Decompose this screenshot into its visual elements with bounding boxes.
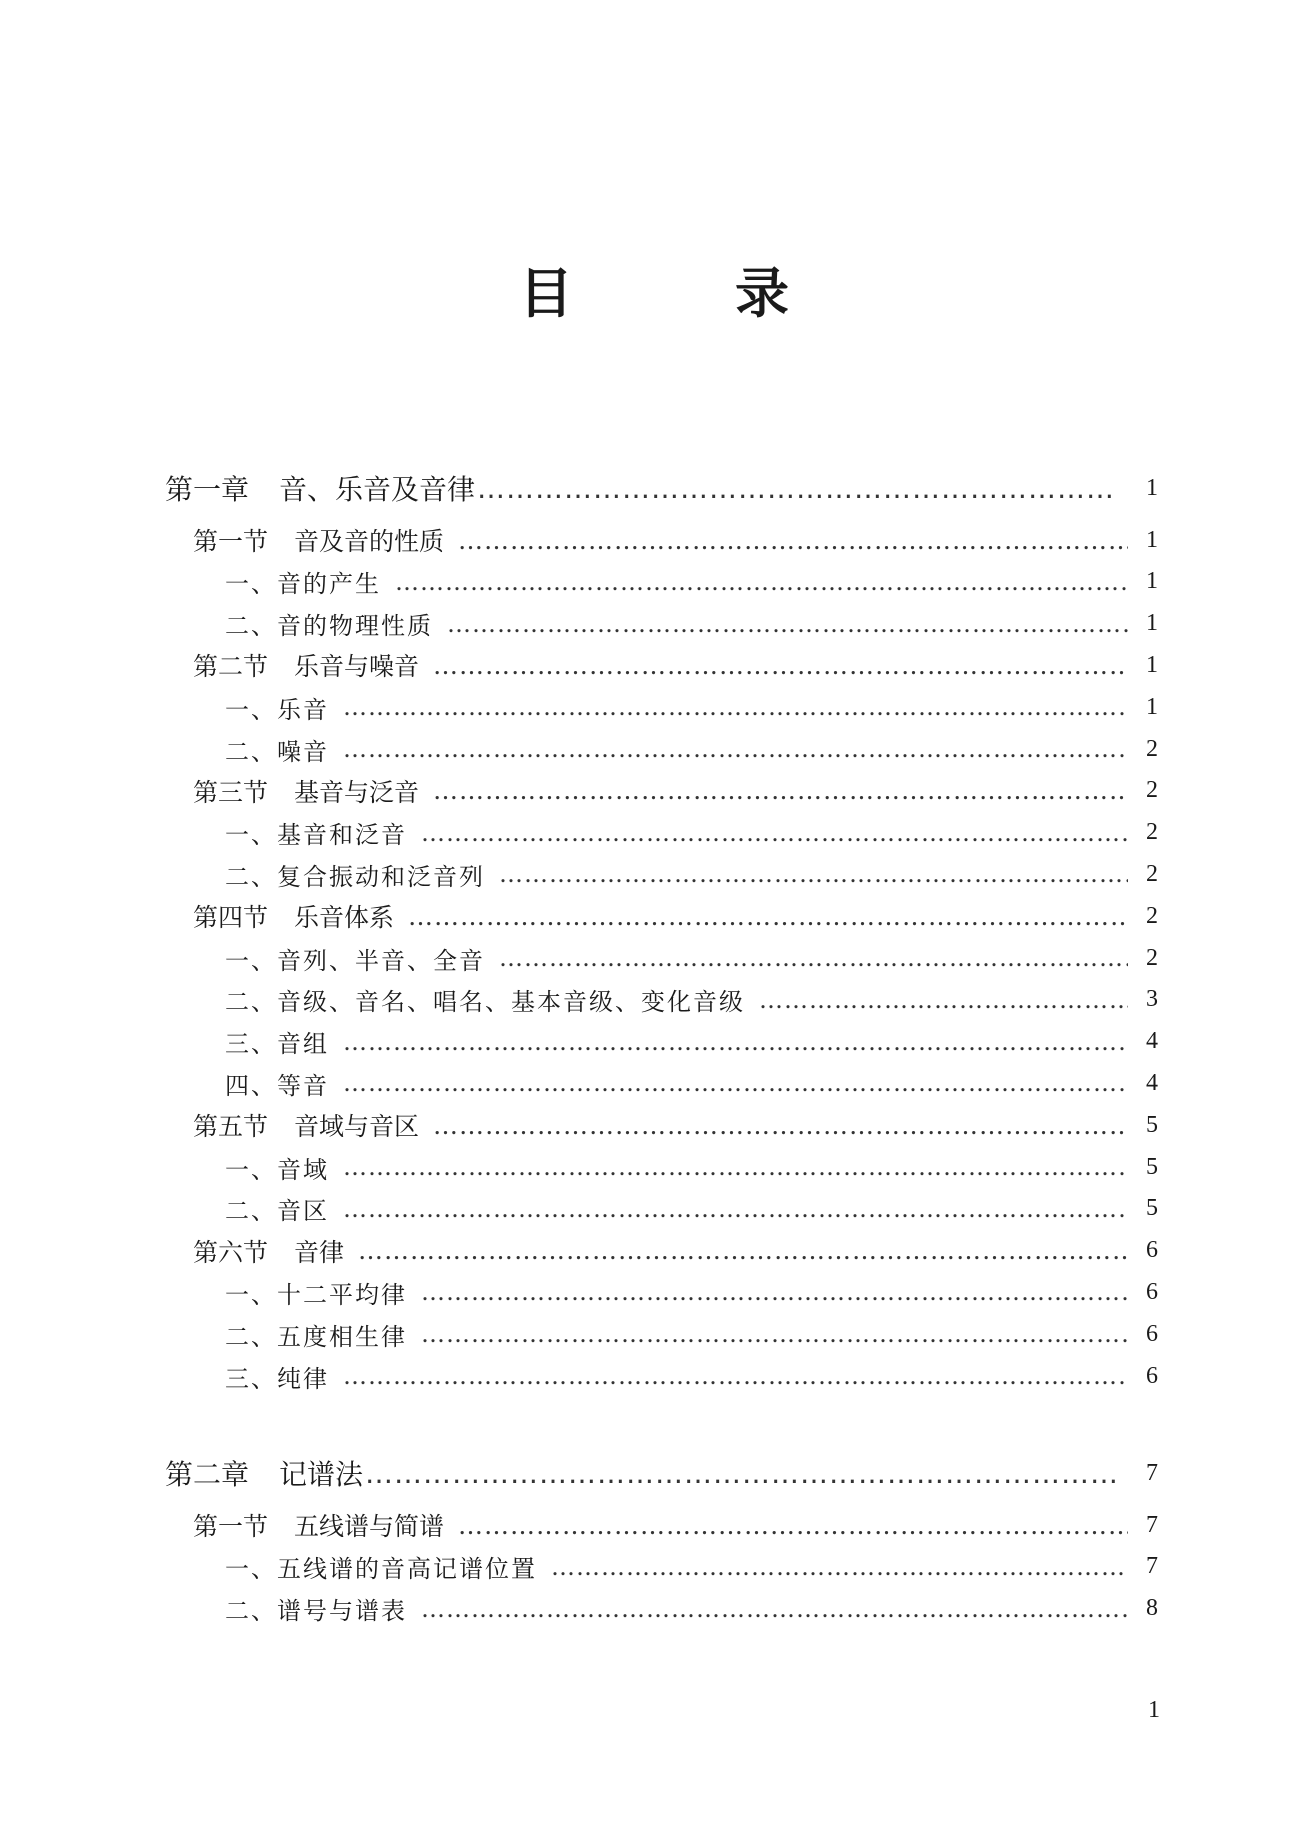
item-page-number: 1 xyxy=(1146,610,1158,637)
leader-dots xyxy=(421,1595,1128,1623)
item-title: 一、基音和泛音 xyxy=(225,821,407,850)
section-title: 乐音体系 xyxy=(294,903,395,933)
section-title: 五线谱与简谱 xyxy=(294,1512,445,1541)
item-page-number: 2 xyxy=(1146,944,1158,971)
leader-dots xyxy=(421,819,1128,847)
leader-dots xyxy=(343,735,1128,763)
toc-item[interactable] xyxy=(225,728,1158,770)
item-page-number: 6 xyxy=(1146,1278,1158,1305)
section-page-number: 7 xyxy=(1146,1511,1158,1538)
section-number: 第一节 xyxy=(193,527,269,556)
section-title: 音域与音区 xyxy=(294,1112,420,1142)
toc-section[interactable] xyxy=(193,519,1158,561)
item-page-number: 4 xyxy=(1146,1028,1158,1055)
toc-item[interactable] xyxy=(225,1588,1158,1630)
item-label xyxy=(225,690,329,725)
section-label xyxy=(193,1233,344,1269)
item-page-number: 1 xyxy=(1146,693,1158,720)
chapter-label xyxy=(165,1453,363,1493)
item-label xyxy=(225,1275,407,1310)
item-page-number: 1 xyxy=(1146,568,1158,595)
item-title: 一、音的产生 xyxy=(225,570,381,599)
section-page-number: 5 xyxy=(1146,1111,1158,1138)
chapter-label xyxy=(165,468,475,508)
toc-item[interactable] xyxy=(225,561,1158,603)
item-page-number: 6 xyxy=(1146,1362,1158,1389)
leader-dots xyxy=(551,1553,1128,1581)
section-number: 第四节 xyxy=(193,903,269,933)
item-title: 三、纯律 xyxy=(225,1364,329,1393)
leader-dots xyxy=(458,1511,1128,1540)
item-page-number: 6 xyxy=(1146,1320,1158,1347)
leader-dots xyxy=(408,902,1128,931)
item-title: 二、音区 xyxy=(225,1197,329,1226)
section-title: 基音与泛音 xyxy=(294,777,420,807)
section-page-number: 1 xyxy=(1146,526,1158,553)
item-title: 一、音列、半音、全音 xyxy=(225,946,485,975)
toc-item[interactable] xyxy=(225,1062,1158,1104)
leader-dots xyxy=(433,651,1128,680)
item-label xyxy=(225,815,407,850)
item-title: 二、音级、音名、唱名、基本音级、变化音级 xyxy=(225,988,745,1017)
leader-dots xyxy=(421,1278,1128,1306)
section-label xyxy=(193,647,419,683)
page-title: 目 录 xyxy=(519,262,843,325)
toc-item[interactable] xyxy=(225,1313,1158,1355)
toc-chapter[interactable] xyxy=(165,467,1158,509)
section-number: 第三节 xyxy=(193,777,269,807)
item-page-number: 4 xyxy=(1146,1069,1158,1096)
item-label xyxy=(225,941,485,976)
item-page-number: 7 xyxy=(1146,1553,1158,1580)
section-page-number: 6 xyxy=(1146,1237,1158,1264)
item-title: 二、噪音 xyxy=(225,737,329,766)
toc-item[interactable] xyxy=(225,1188,1158,1230)
chapter-page-number: 7 xyxy=(1146,1459,1158,1486)
chapter-number: 第一章 xyxy=(165,473,250,506)
leader-dots xyxy=(343,1195,1128,1223)
toc-item[interactable] xyxy=(225,1271,1158,1313)
leader-dots xyxy=(343,693,1128,721)
section-label xyxy=(193,898,394,934)
item-title: 二、谱号与谱表 xyxy=(225,1597,407,1626)
section-number: 第一节 xyxy=(193,1512,269,1541)
toc-item[interactable] xyxy=(225,812,1158,854)
toc-item[interactable] xyxy=(225,603,1158,645)
leader-dots xyxy=(365,1457,1118,1490)
item-page-number: 2 xyxy=(1146,819,1158,846)
toc-item[interactable] xyxy=(225,937,1158,979)
leader-dots xyxy=(499,944,1128,972)
leader-dots xyxy=(433,776,1128,805)
leader-dots xyxy=(477,472,1118,505)
toc-item[interactable] xyxy=(225,979,1158,1021)
item-page-number: 5 xyxy=(1146,1195,1158,1222)
section-page-number: 2 xyxy=(1146,902,1158,929)
section-number: 第六节 xyxy=(193,1237,269,1267)
item-label xyxy=(225,1549,537,1584)
toc-section[interactable] xyxy=(193,1504,1158,1546)
leader-dots xyxy=(447,610,1128,638)
item-title: 一、乐音 xyxy=(225,695,329,724)
item-page-number: 8 xyxy=(1146,1595,1158,1622)
chapter-number: 第二章 xyxy=(165,1458,250,1491)
chapter-title: 记谱法 xyxy=(279,1458,364,1491)
item-title: 一、五线谱的音高记谱位置 xyxy=(225,1555,537,1584)
item-label xyxy=(225,1024,329,1059)
leader-dots xyxy=(343,1028,1128,1056)
item-title: 三、音组 xyxy=(225,1030,329,1059)
item-label xyxy=(225,564,381,599)
item-label xyxy=(225,1066,329,1101)
leader-dots xyxy=(358,1236,1128,1265)
item-title: 二、五度相生律 xyxy=(225,1322,407,1351)
toc-item[interactable] xyxy=(225,1021,1158,1063)
item-title: 二、音的物理性质 xyxy=(225,612,433,641)
chapter-title: 音、乐音及音律 xyxy=(279,473,476,506)
section-number: 第五节 xyxy=(193,1112,269,1142)
leader-dots xyxy=(421,1320,1128,1348)
item-title: 一、十二平均律 xyxy=(225,1280,407,1309)
toc-section[interactable] xyxy=(193,644,1158,686)
toc-item[interactable] xyxy=(225,1355,1158,1397)
chapter-page-number: 1 xyxy=(1146,474,1158,501)
leader-dots xyxy=(759,986,1128,1014)
leader-dots xyxy=(458,526,1128,555)
item-label xyxy=(225,606,433,641)
toc-item[interactable] xyxy=(225,853,1158,895)
section-label xyxy=(193,1507,444,1543)
toc-item[interactable] xyxy=(225,1146,1158,1188)
item-label xyxy=(225,1591,407,1626)
item-label xyxy=(225,1150,329,1185)
toc-section[interactable] xyxy=(193,1230,1158,1272)
section-page-number: 1 xyxy=(1146,651,1158,678)
section-number: 第二节 xyxy=(193,652,269,682)
section-label xyxy=(193,773,419,809)
item-page-number: 5 xyxy=(1146,1153,1158,1180)
item-page-number: 2 xyxy=(1146,860,1158,887)
item-page-number: 3 xyxy=(1146,986,1158,1013)
item-label xyxy=(225,982,745,1017)
leader-dots xyxy=(395,568,1128,596)
section-title: 音律 xyxy=(294,1237,345,1267)
item-title: 一、音域 xyxy=(225,1155,329,1184)
toc-section[interactable] xyxy=(193,1104,1158,1146)
section-title: 音及音的性质 xyxy=(294,527,445,556)
leader-dots xyxy=(499,860,1128,888)
leader-dots xyxy=(343,1069,1128,1097)
footer-page-number: 1 xyxy=(1148,1697,1160,1723)
item-label xyxy=(225,857,485,892)
toc-item[interactable] xyxy=(225,1546,1158,1588)
section-label xyxy=(193,1107,419,1143)
section-title: 乐音与噪音 xyxy=(294,652,420,682)
section-page-number: 2 xyxy=(1146,777,1158,804)
section-label xyxy=(193,522,444,558)
item-title: 四、等音 xyxy=(225,1071,329,1100)
item-page-number: 2 xyxy=(1146,735,1158,762)
toc-item[interactable] xyxy=(225,686,1158,728)
leader-dots xyxy=(343,1153,1128,1181)
leader-dots xyxy=(343,1362,1128,1390)
item-label xyxy=(225,732,329,767)
item-label xyxy=(225,1317,407,1352)
toc-section[interactable] xyxy=(193,770,1158,812)
item-label xyxy=(225,1191,329,1226)
item-title: 二、复合振动和泛音列 xyxy=(225,862,485,891)
toc-section[interactable] xyxy=(193,895,1158,937)
item-label xyxy=(225,1359,329,1394)
toc-chapter[interactable] xyxy=(165,1452,1158,1494)
leader-dots xyxy=(433,1111,1128,1140)
